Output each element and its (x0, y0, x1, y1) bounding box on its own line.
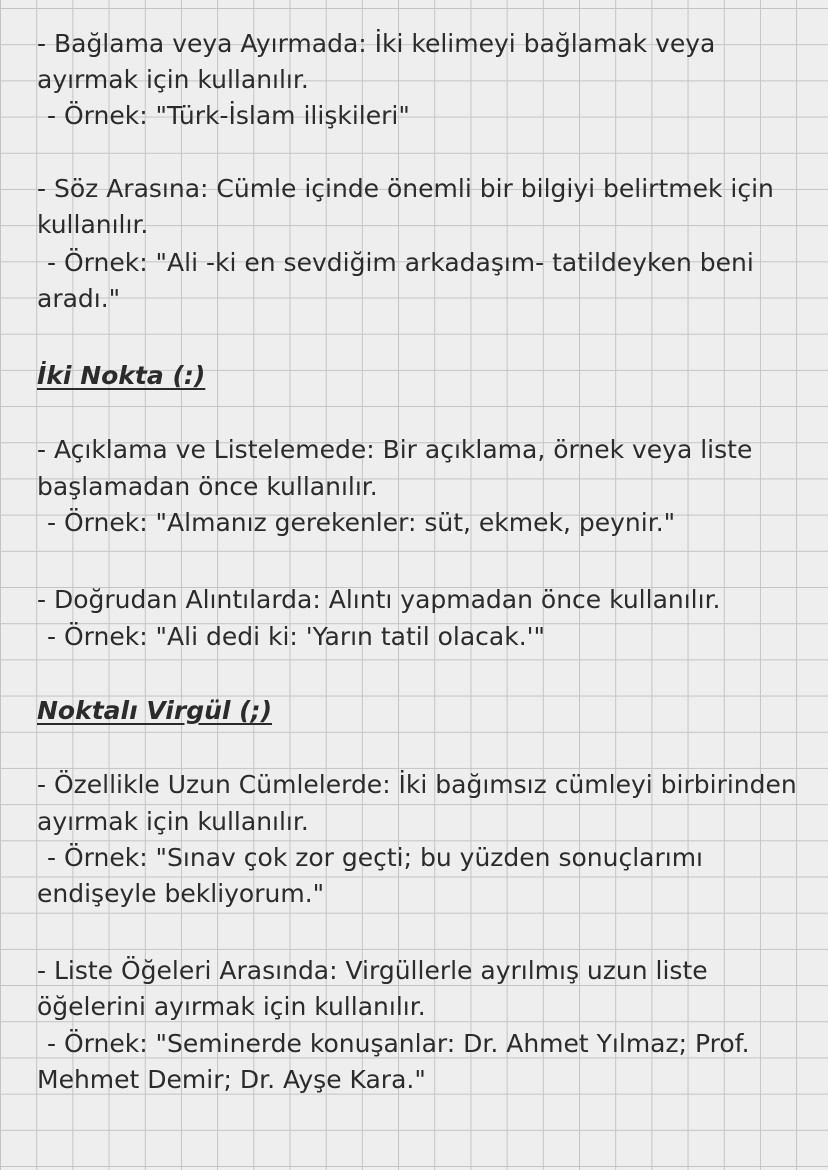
note-line: - Söz Arasına: Cümle içinde önemli bir bilgiyi belirtmek için (37, 174, 774, 203)
note-line: öğelerini ayırmak için kullanılır. (37, 992, 426, 1021)
note-line: - Özellikle Uzun Cümlelerde: İki bağımsız cümleyi birbirinden (37, 770, 797, 799)
example-line: - Örnek: "Ali dedi ki: 'Yarın tatil olacak.'" (47, 622, 546, 651)
note-line: ayırmak için kullanılır. (37, 65, 309, 94)
example-line: - Örnek: "Ali -ki en sevdiğim arkadaşım- tatildeyken beni (47, 248, 754, 277)
note-line: - Bağlama veya Ayırmada: İki kelimeyi bağlamak veya (37, 29, 716, 58)
note-line: - Açıklama ve Listelemede: Bir açıklama, örnek veya liste (37, 435, 753, 464)
section-heading-noktali-virgul: Noktalı Virgül (;) (37, 696, 273, 725)
example-line: - Örnek: "Seminerde konuşanlar: Dr. Ahmet Yılmaz; Prof. (47, 1029, 750, 1058)
note-line: kullanılır. (37, 210, 149, 239)
note-line: endişeyle bekliyorum." (37, 879, 325, 908)
note-line: ayırmak için kullanılır. (37, 807, 309, 836)
note-line: Mehmet Demir; Dr. Ayşe Kara." (37, 1065, 426, 1094)
section-heading-iki-nokta: İki Nokta (:) (37, 361, 206, 390)
note-line: aradı." (37, 284, 121, 313)
note-line: başlamadan önce kullanılır. (37, 472, 378, 501)
example-line: - Örnek: "Sınav çok zor geçti; bu yüzden sonuçlarımı (47, 843, 704, 872)
example-line: - Örnek: "Türk-İslam ilişkileri" (47, 101, 410, 130)
example-line: - Örnek: "Almanız gerekenler: süt, ekmek, peynir." (47, 508, 676, 537)
note-line: - Doğrudan Alıntılarda: Alıntı yapmadan önce kullanılır. (37, 585, 721, 614)
note-line: - Liste Öğeleri Arasında: Virgüllerle ayrılmış uzun liste (37, 956, 708, 985)
